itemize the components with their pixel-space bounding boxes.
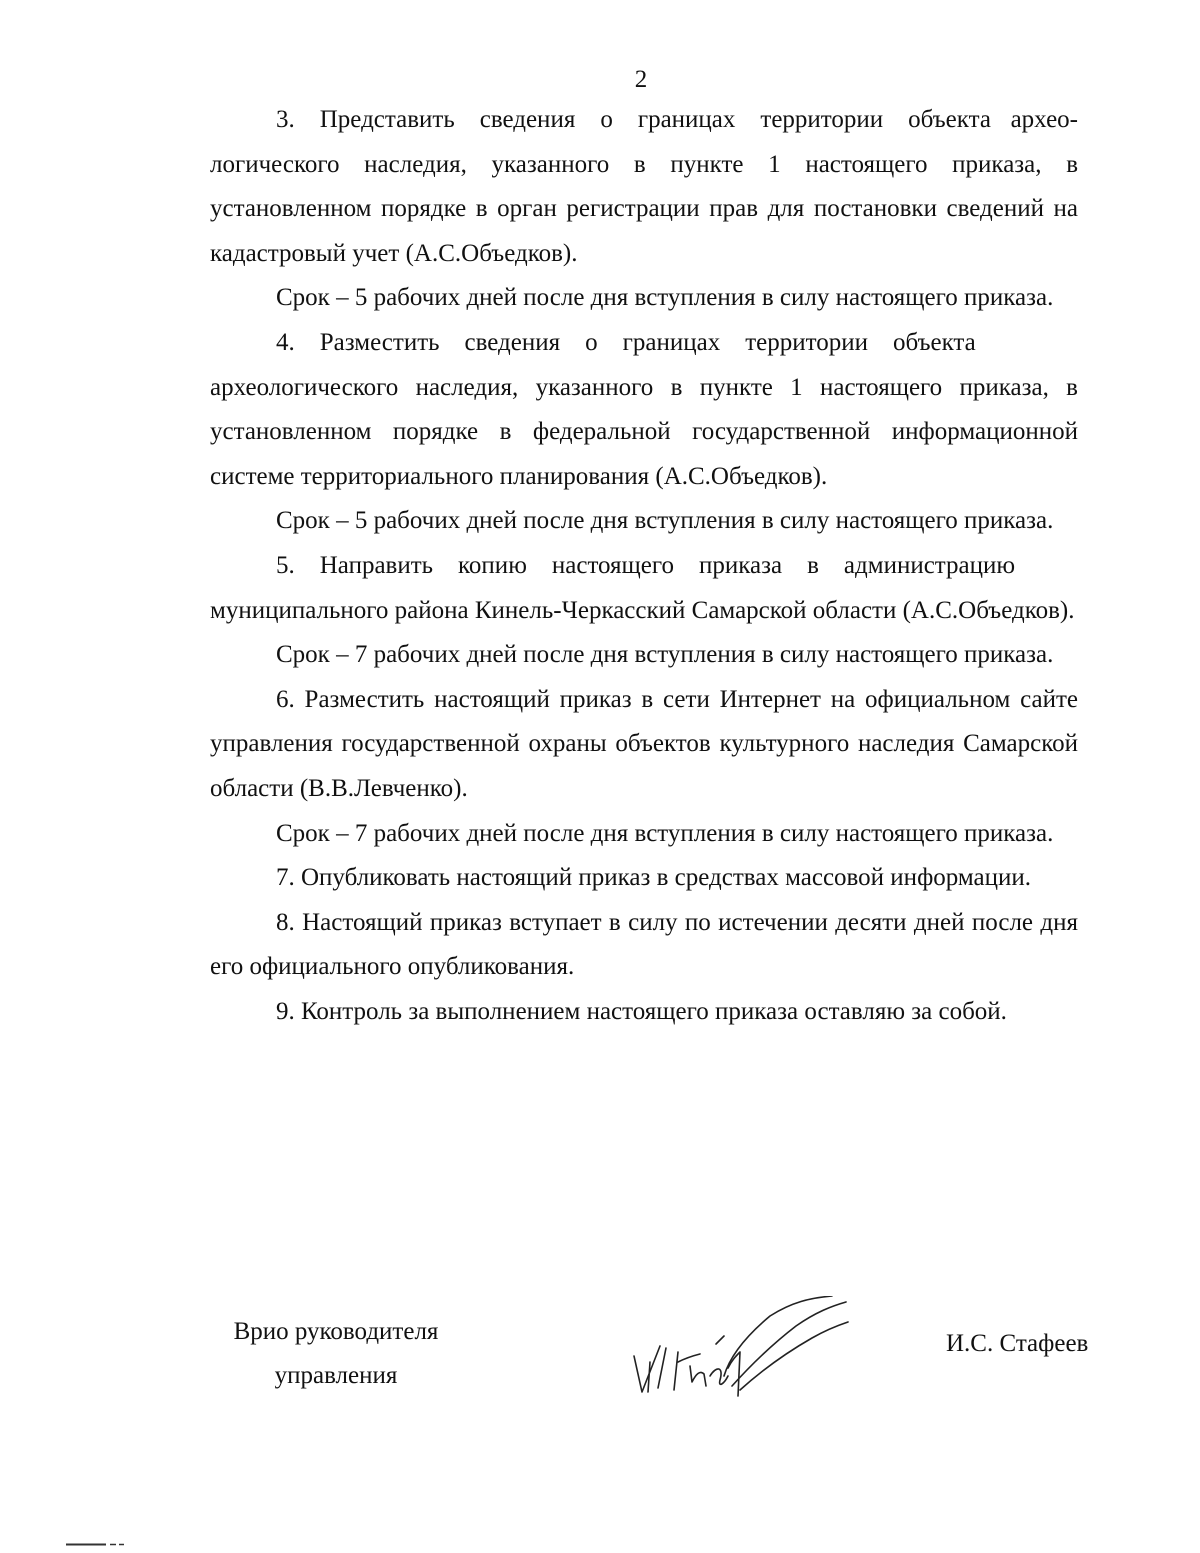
paragraph-item-6: 6. Разместить настоящий приказ в сети Интернет на официальном сайте управления государственной охраны объектов культурного наследия Самарской области (В.В.Левченко).	[210, 685, 1078, 802]
document-body	[210, 98, 1078, 1034]
signatory-position-line-1: Врио руководителя	[233, 1318, 439, 1345]
paragraph-item-3: 3. Представить сведения о границах территории объекта археологического наследия, указанного в пункте 1 настоящего приказа, в установленном порядке в орган регистрации прав для постановки сведений на кадастровый учет (А.С.Объедков).	[210, 106, 1078, 267]
paragraph-item-8: 8. Настоящий приказ вступает в силу по истечении десяти дней после дня его официального опубликования.	[210, 908, 1078, 981]
paragraph-deadline-5: Срок – 7 рабочих дней после дня вступления в силу настоящего приказа.	[276, 641, 1054, 669]
page-number: 2	[634, 66, 648, 93]
signature-block	[0, 1310, 1200, 1430]
paragraph-deadline-6: Срок – 7 рабочих дней после дня вступления в силу настоящего приказа.	[276, 819, 1054, 847]
paragraph-item-4: 4. Разместить сведения о границах территории объекта археологического наследия, указанного в пункте 1 настоящего приказа, в установленном порядке в федеральной государственной информационной системе территориального планирования (А.С.Объедков).	[210, 328, 1078, 490]
paragraph-item-9: 9. Контроль за выполнением настоящего приказа оставляю за собой.	[276, 997, 1007, 1025]
paragraph-item-7: 7. Опубликовать настоящий приказ в средствах массовой информации.	[276, 864, 1032, 892]
footer-line-mark	[66, 1543, 124, 1546]
paragraph-deadline-3: Срок – 5 рабочих дней после дня вступления в силу настоящего приказа.	[276, 284, 1054, 312]
paragraph-deadline-4: Срок – 5 рабочих дней после дня вступления в силу настоящего приказа.	[276, 507, 1054, 535]
paragraph-item-5: 5. Направить копию настоящего приказа в администрацию муниципального района Кинель-Черкасский Самарской области (А.С.Объедков).	[210, 551, 1075, 624]
signatory-name: И.С. Стафеев	[946, 1330, 1089, 1357]
signatory-position-line-2: управления	[274, 1362, 398, 1389]
signatory-position	[226, 1310, 446, 1398]
handwritten-signature-icon	[620, 1296, 850, 1406]
